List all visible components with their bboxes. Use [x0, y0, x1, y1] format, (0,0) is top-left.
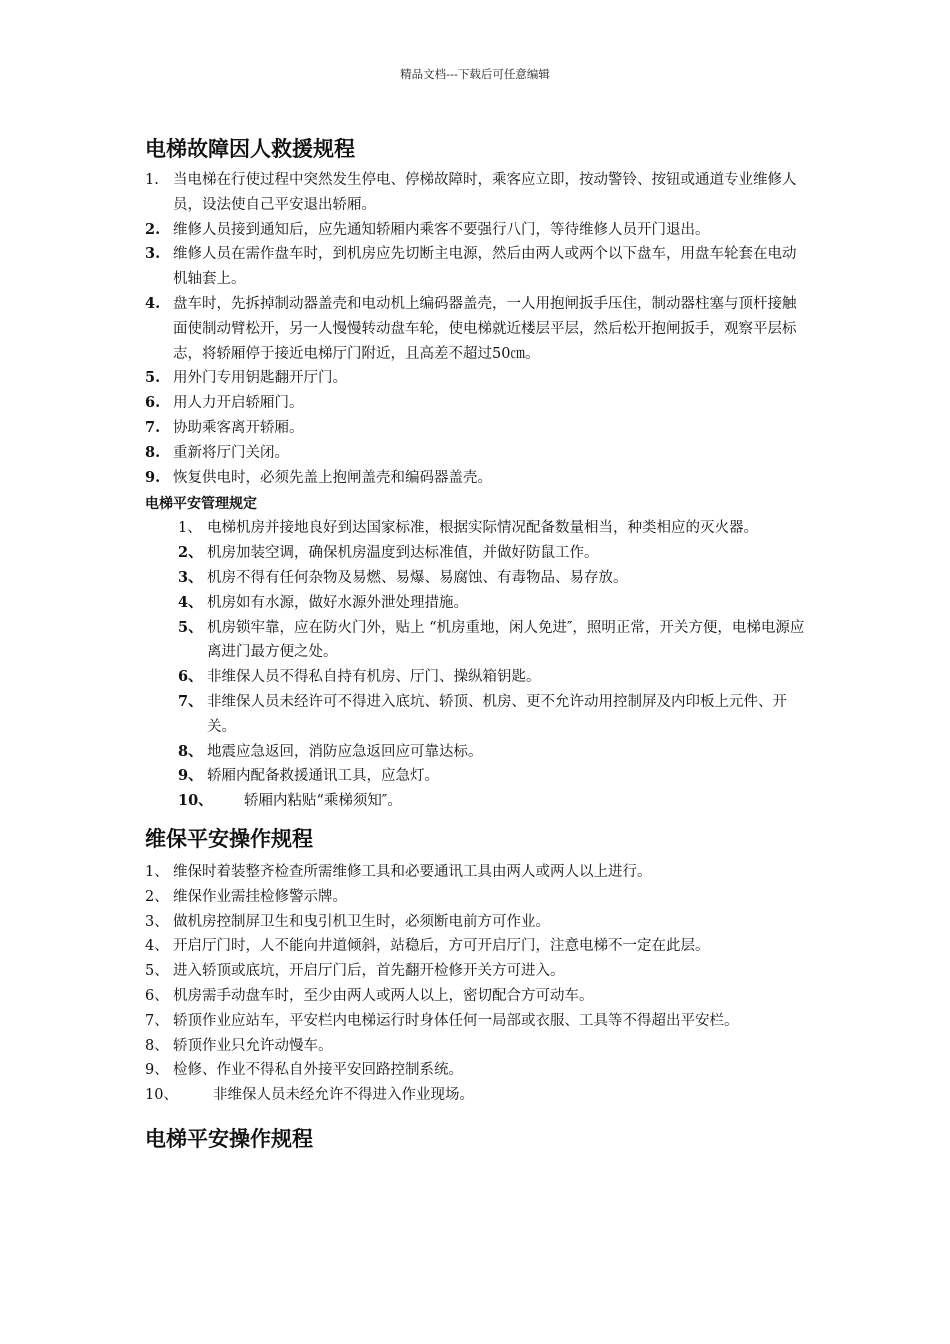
list-item	[145, 690, 810, 740]
list-item-text: 机房如有水源，做好水源外泄处理措施。	[207, 594, 468, 611]
list-item-text: 恢复供电时，必须先盖上抱闸盖壳和编码器盖壳。	[173, 469, 492, 486]
list-item-text: 当电梯在行使过程中突然发生停电、停梯故障时，乘客应立即，按动警铃、按钮或通道专业维修人员，设法使自己平安退出轿厢。	[173, 172, 797, 213]
section-title-rescue: 电梯故障因人救援规程	[145, 137, 355, 161]
list-item-number: 8、	[145, 1037, 169, 1054]
list-item-number: 4.	[145, 294, 161, 312]
list-item	[145, 168, 810, 218]
list-item-number: 7、	[145, 1012, 169, 1029]
list-item-text: 非维保人员未经许可不得进入底坑、轿顶、机房、更不允许动用控制屏及内印板上元件、开关。	[207, 693, 787, 735]
list-item-text: 盘车时，先拆掉制动器盖壳和电动机上编码器盖壳，一人用抱闸扳手压住，制动器柱塞与顶杆接触面使制动臂松开，另一人慢慢转动盘车轮，使电梯就近楼层平层，然后松开抱闸扳手，观察平层标志，将轿厢停于接近电梯厅门附近，且高差不超过50㎝。	[173, 295, 797, 362]
list-item	[145, 541, 810, 566]
list-item	[145, 1083, 810, 1108]
rescue-procedure-list	[145, 168, 810, 490]
list-item	[145, 934, 810, 959]
document-body	[145, 134, 810, 1154]
list-item-number: 5、	[145, 963, 169, 980]
list-item-number: 1、	[178, 520, 202, 537]
list-item-text: 机房不得有任何杂物及易燃、易爆、易腐蚀、有毒物品、易存放。	[207, 569, 628, 586]
list-item-text: 做机房控制屏卫生和曳引机卫生时，必须断电前方可作业。	[173, 913, 550, 930]
list-item	[145, 242, 810, 292]
list-item-text: 轿顶作业应站车，平安栏内电梯运行时身体任何一局部或衣服、工具等不得超出平安栏。	[173, 1012, 739, 1029]
list-item-number: 10、	[145, 1087, 178, 1104]
page-header: 精品文档---下载后可任意编辑	[400, 67, 550, 81]
list-item-text: 用人力开启轿厢门。	[173, 395, 304, 412]
list-item	[145, 885, 810, 910]
list-item-text: 维保作业需挂检修警示牌。	[173, 888, 347, 905]
list-item-number: 2.	[145, 220, 161, 238]
list-item	[145, 366, 810, 391]
list-item-text: 机房锁牢靠，应在防火门外，贴上 “机房重地，闲人免进″，照明正常，开关方便，电梯电源应离进门最方便之处。	[207, 619, 805, 661]
list-item-number: 7、	[178, 692, 203, 710]
list-item-text: 开启厅门时，人不能向井道倾斜，站稳后，方可开启厅门，注意电梯不一定在此层。	[173, 938, 710, 955]
list-item-text: 机房加装空调，确保机房温度到达标准值，并做好防鼠工作。	[207, 545, 599, 562]
list-item	[145, 1009, 810, 1034]
list-item-number: 6、	[178, 668, 203, 686]
list-item-number: 8、	[178, 742, 203, 760]
section-title-operation: 电梯平安操作规程	[145, 1126, 313, 1151]
list-item-number: 4、	[145, 938, 169, 955]
list-item	[145, 984, 810, 1009]
list-item-text: 维修人员接到通知后，应先通知轿厢内乘客不要强行八门，等待维修人员开门退出。	[173, 221, 710, 238]
list-item-number: 10、	[178, 792, 213, 810]
section-title-maintenance: 维保平安操作规程	[145, 826, 313, 851]
list-item	[145, 416, 810, 441]
list-item-number: 9.	[145, 468, 161, 486]
list-item-number: 3、	[178, 568, 203, 586]
list-item-text: 轿厢内粘贴“乘梯须知″。	[244, 793, 402, 810]
list-item-text: 电梯机房并接地良好到达国家标准，根据实际情况配备数量相当，种类相应的灭火器。	[207, 520, 758, 537]
list-item-number: 7.	[145, 418, 161, 436]
list-item	[145, 1034, 810, 1059]
list-item-number: 8.	[145, 443, 161, 461]
list-item-text: 维保时着装整齐检查所需维修工具和必要通讯工具由两人或两人以上进行。	[173, 863, 652, 880]
list-item	[145, 910, 810, 935]
list-item-number: 9、	[145, 1062, 169, 1079]
list-item-number: 5、	[178, 618, 203, 636]
list-item-text: 轿厢内配备救援通讯工具，应急灯。	[207, 768, 439, 785]
list-item-text: 检修、作业不得私自外接平安回路控制系统。	[173, 1062, 463, 1079]
list-item	[145, 516, 810, 541]
list-item	[145, 591, 810, 616]
list-item-text: 非维保人员不得私自持有机房、厅门、操纵箱钥匙。	[207, 669, 541, 686]
safety-management-list	[145, 516, 810, 814]
list-item-number: 1、	[145, 863, 169, 880]
list-item	[145, 391, 810, 416]
list-item-number: 1.	[145, 172, 159, 188]
list-item-text: 维修人员在需作盘车时，到机房应先切断主电源，然后由两人或两个以下盘车，用盘车轮套在电动机轴套上。	[173, 246, 797, 288]
list-item	[145, 218, 810, 243]
list-item	[145, 441, 810, 466]
list-item-text: 轿顶作业只允许动慢车。	[173, 1037, 333, 1054]
list-item-number: 6、	[145, 987, 169, 1004]
list-item	[145, 566, 810, 591]
maintenance-procedure-list	[145, 860, 810, 1108]
list-item-text: 进入轿顶或底坑，开启厅门后，首先翻开检修开关方可进入。	[173, 963, 565, 980]
list-item-number: 3.	[145, 245, 161, 263]
list-item-number: 5.	[145, 369, 161, 387]
list-item	[145, 789, 810, 814]
list-item	[145, 292, 810, 366]
list-item	[145, 740, 810, 765]
list-item-text: 地震应急返回，消防应急返回应可靠达标。	[207, 743, 483, 760]
list-item	[145, 665, 810, 690]
list-item	[145, 1058, 810, 1083]
list-item-text: 用外门专用钥匙翻开厅门。	[173, 370, 347, 387]
list-item	[145, 466, 810, 491]
list-item	[145, 764, 810, 789]
list-item-number: 9、	[178, 767, 203, 785]
list-item-number: 2、	[178, 544, 203, 562]
list-item-text: 协助乘客离开轿厢。	[173, 419, 304, 436]
list-item-number: 4、	[178, 593, 203, 611]
list-item-number: 3、	[145, 913, 169, 930]
list-item	[145, 959, 810, 984]
section-title-safety-management: 电梯平安管理规定	[145, 496, 257, 513]
list-item-number: 6.	[145, 394, 161, 412]
list-item	[145, 616, 810, 666]
list-item-text: 机房需手动盘车时，至少由两人或两人以上，密切配合方可动车。	[173, 987, 594, 1004]
list-item-text: 重新将厅门关闭。	[173, 444, 289, 461]
list-item	[145, 860, 810, 885]
list-item-text: 非维保人员未经允许不得进入作业现场。	[213, 1087, 474, 1104]
list-item-number: 2、	[145, 888, 169, 905]
